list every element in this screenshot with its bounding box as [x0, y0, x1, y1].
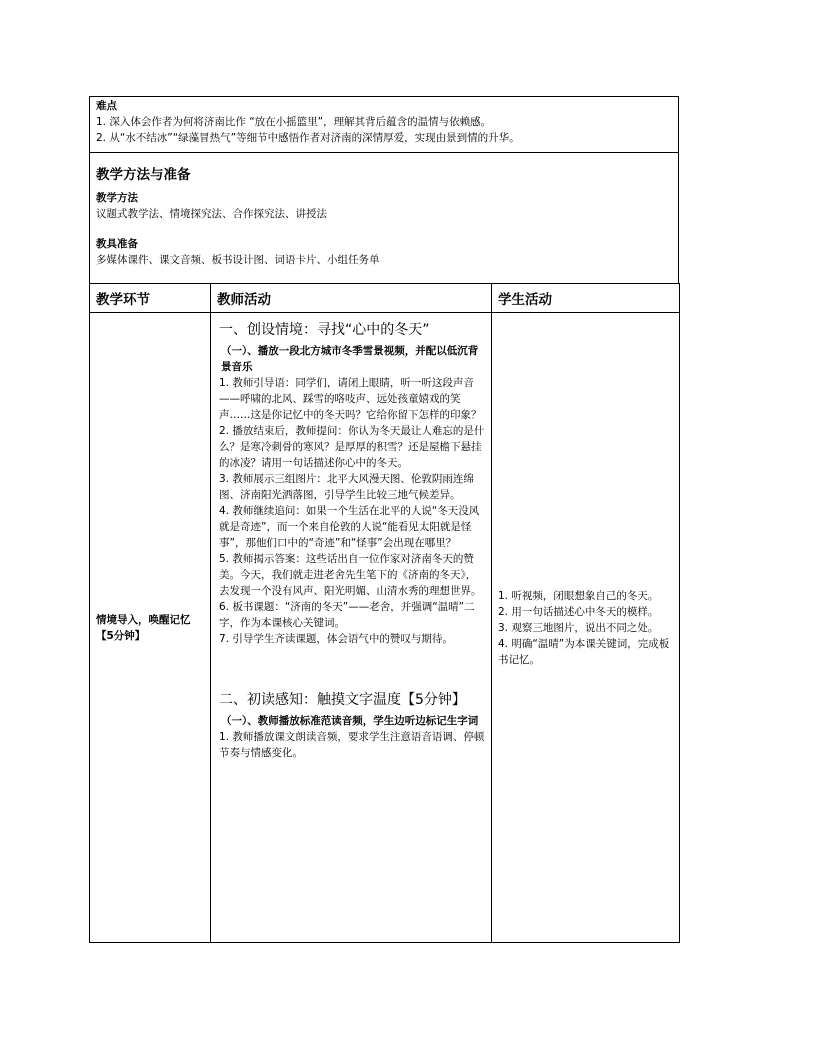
methods-section-title: 教学方法与准备	[96, 167, 191, 183]
student-item-1: 1. 听视频，闭眼想象自己的冬天。	[498, 589, 659, 602]
part1-title: 一、创设情境：寻找“心中的冬天”	[219, 322, 430, 338]
table-header-row	[90, 284, 680, 313]
part1-item-5: 5. 教师揭示答案：这些话出自一位作家对济南冬天的赞美。今天，我们就走进老舍先生笔下的《济南的冬天》，去发现一个没有风声、阳光明媚、山清水秀的理想世界。	[219, 553, 482, 597]
part1-item-4: 4. 教师继续追问：如果一个生活在北平的人说“冬天没风就是奇迹”，而一个来自伦敦的人说“能看见太阳就是怪事”，那他们口中的“奇迹”和“怪事”会出现在哪里？	[219, 505, 480, 549]
difficulty-title: 难点	[96, 100, 117, 112]
part1-item-3: 3. 教师展示三组图片：北平大风漫天图、伦敦阴雨连绵图、济南阳光洒落图，引导学生比较三地气候差异。	[219, 473, 474, 501]
methods-section	[89, 152, 679, 283]
student-item-3: 3. 观察三地图片，说出不同之处。	[498, 621, 659, 634]
difficulty-item-1: 1. 深入体会作者为何将济南比作 “放在小摇篮里”，理解其背后蕴含的温情与依赖感。	[96, 116, 492, 128]
table-row	[90, 313, 680, 943]
lesson-plan-page	[89, 96, 679, 943]
part2-item-1: 1. 教师播放课文朗读音频，要求学生注意语音语调、停顿节奏与情感变化。	[219, 731, 485, 759]
method-title: 教学方法	[96, 192, 138, 204]
part2-title: 二、初读感知：触摸文字温度【5分钟】	[219, 692, 466, 708]
part1-item-2: 2. 播放结束后，教师提问：你认为冬天最让人难忘的是什么？是寒冷刺骨的寒风？是厚厚的积雪？还是屋檐下悬挂的冰凌？请用一句话描述你心中的冬天。	[219, 425, 485, 469]
part1-item-7: 7. 引导学生齐读课题，体会语气中的赞叹与期待。	[219, 633, 453, 645]
tools-text: 多媒体课件、课文音频、板书设计图、词语卡片、小组任务单	[96, 254, 380, 266]
header-stage: 教学环节	[90, 284, 211, 313]
student-item-4: 4. 明确“温晴”为本课关键词，完成板书记忆。	[498, 637, 670, 666]
part1-subtitle: （一）、播放一段北方城市冬季雪景视频，并配以低沉背景音乐	[221, 345, 479, 373]
method-text: 议题式教学法、情境探究法、合作探究法、讲授法	[96, 208, 327, 220]
activity-table	[89, 283, 680, 943]
difficulty-section	[89, 96, 679, 152]
student-item-2: 2. 用一句话描述心中冬天的模样。	[498, 605, 659, 618]
tools-title: 教具准备	[96, 238, 138, 250]
student-activity-cell	[492, 313, 680, 943]
difficulty-item-2: 2. 从“水不结冰”“绿藻冒热气”等细节中感悟作者对济南的深情厚爱，实现由景到情的升华。	[96, 132, 520, 144]
teacher-activity-cell	[211, 313, 492, 943]
stage-cell: 情境导入，唤醒记忆【5分钟】	[90, 313, 211, 943]
header-teacher: 教师活动	[211, 284, 492, 313]
part1-item-1: 1. 教师引导语：同学们，请闭上眼睛，听一听这段声音——呼啸的北风、踩雪的咯吱声、远处孩童嬉戏的笑声……这是你记忆中的冬天吗？它给你留下怎样的印象？	[219, 377, 482, 421]
part2-subtitle: （一）、教师播放标准范读音频，学生边听边标记生字词	[221, 715, 479, 727]
header-student: 学生活动	[492, 284, 680, 313]
part1-item-6: 6. 板书课题：“济南的冬天”——老舍，并强调“温晴”二字，作为本课核心关键词。	[219, 601, 475, 629]
